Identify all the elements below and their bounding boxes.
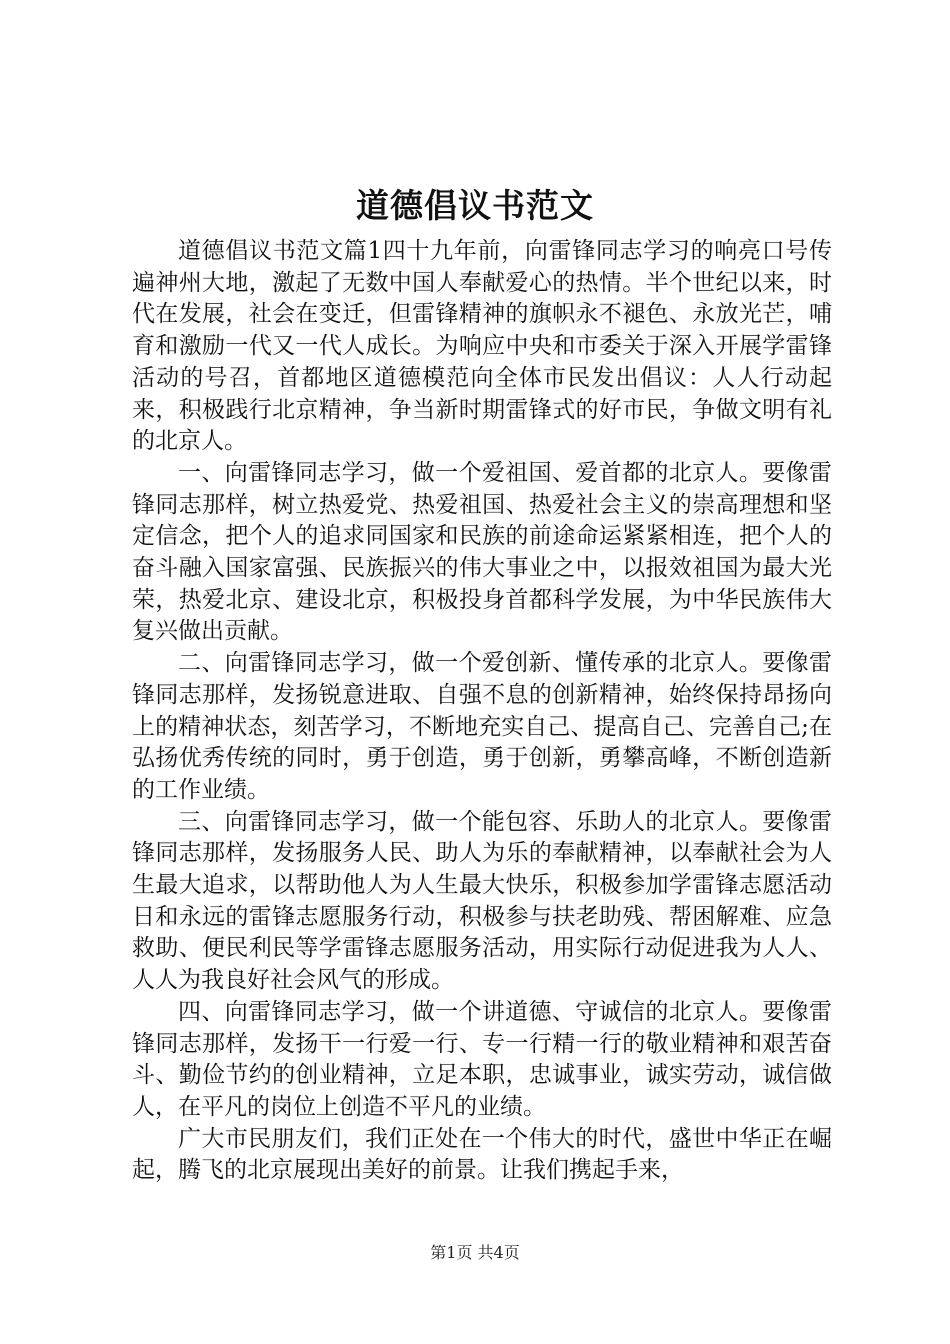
paragraph-point-1: 一、向雷锋同志学习，做一个爱祖国、爱首都的北京人。要像雷锋同志那样，树立热爱党、热爱祖国、热爱社会主义的崇高理想和坚定信念，把个人的追求同国家和民族的前途命运紧紧相连，把个人的奋斗融入国家富强、民族振兴的伟大事业之中，以报效祖国为最大光荣，热爱北京、建设北京，积极投身首都科学发展，为中华民族伟大复兴做出贡献。	[132, 459, 832, 645]
paragraph-point-4: 四、向雷锋同志学习，做一个讲道德、守诚信的北京人。要像雷锋同志那样，发扬干一行爱一行、专一行精一行的敬业精神和艰苦奋斗、勤俭节约的创业精神，立足本职，忠诚事业，诚实劳动，诚信做人，在平凡的岗位上创造不平凡的业绩。	[132, 998, 832, 1120]
document-title: 道德倡议书范文	[356, 186, 594, 225]
paragraph-intro: 道德倡议书范文篇1四十九年前，向雷锋同志学习的响亮口号传遍神州大地，激起了无数中国人奉献爱心的热情。半个世纪以来，时代在发展，社会在变迁，但雷锋精神的旗帜永不褪色、永放光芒，哺育和激励一代又一代人成长。为响应中央和市委关于深入开展学雷锋活动的号召，首都地区道德模范向全体市民发出倡议：人人行动起来，积极践行北京精神，争当新时期雷锋式的好市民，争做文明有礼的北京人。	[132, 238, 832, 455]
paragraph-point-3: 三、向雷锋同志学习，做一个能包容、乐助人的北京人。要像雷锋同志那样，发扬服务人民、助人为乐的奉献精神，以奉献社会为人生最大追求，以帮助他人为人生最大快乐，积极参加学雷锋志愿活动日和永远的雷锋志愿服务行动，积极参与扶老助残、帮困解难、应急救助、便民利民等学雷锋志愿服务活动，用实际行动促进我为人人、人人为我良好社会风气的形成。	[132, 808, 832, 994]
paragraph-closing: 广大市民朋友们，我们正处在一个伟大的时代，盛世中华正在崛起，腾飞的北京展现出美好的前景。让我们携起手来，	[132, 1125, 832, 1184]
document-body	[132, 236, 832, 1187]
paragraph-point-2: 二、向雷锋同志学习，做一个爱创新、懂传承的北京人。要像雷锋同志那样，发扬锐意进取、自强不息的创新精神，始终保持昂扬向上的精神状态，刻苦学习，不断地充实自己、提高自己、完善自己;在弘扬优秀传统的同时，勇于创造，勇于创新，勇攀高峰，不断创造新的工作业绩。	[132, 650, 832, 803]
page-number-footer: 第1页 共4页	[430, 1243, 520, 1262]
